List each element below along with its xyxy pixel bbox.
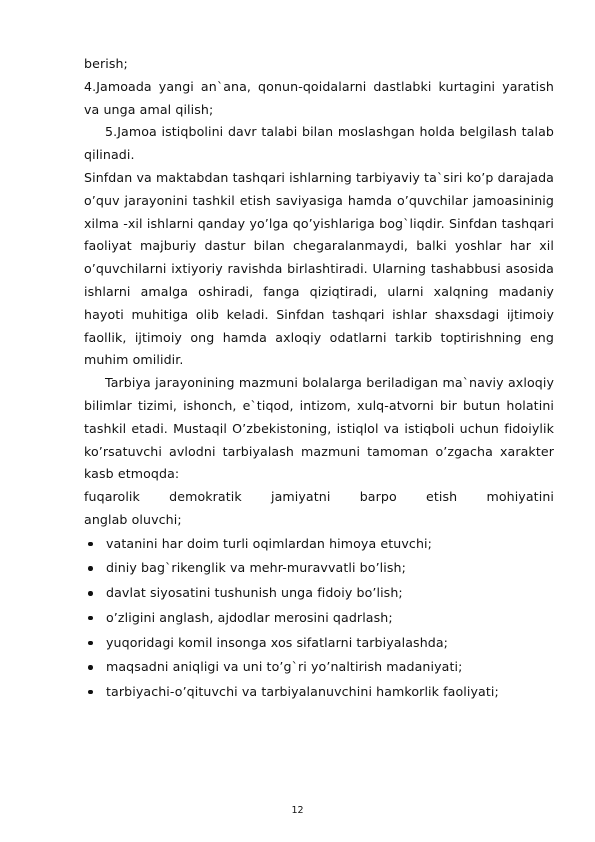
list-item (84, 532, 554, 557)
list-item (84, 680, 554, 705)
paragraph-civil-society: fuqarolik demokratik jamiyatni barpo etish mohiyatini (84, 489, 554, 505)
paragraph-extracurricular: Sinfdan va maktabdan tashqari ishlarning tarbiyaviy ta`siri ko’p darajada o’quv jarayonini tashkil etish saviyasiga hamda o’quvchilar jamoasininig xilma -xil ishlarni qanday yo’lga qo’yishlariga bog`liqdir. Sinfdan tashqari faoliyat majburiy dastur bilan chegaralanmaydi, balki yoshlar har xil o’quvchilarni ixtiyoriy ravishda birlashtiradi. Ularning tashabbusi asosida ishlarni amalga oshiradi, fanga qiziqtiradi, ularni xalqning madaniy hayoti muhitiga olib keladi. Sinfdan tashqari ishlar shaxsdagi ijtimoiy faollik, ijtimoiy ong hamda axloqiy odatlarni tarkib toptirishning eng muhim omilidir. (84, 169, 554, 368)
list-point-4: 4.Jamoada yangi an`ana, qonun-qoidalarni dastlabki kurtagini yaratish va unga amal qilish; (84, 78, 554, 117)
list-item (84, 606, 554, 631)
bullet-icon (88, 566, 93, 571)
list-point-5: 5.Jamoa istiqbolini davr talabi bilan moslashgan holda belgilash talab qilinadi. (84, 124, 554, 163)
page-body (84, 53, 554, 705)
list-item-text: o’zligini anglash, ajdodlar merosini qadrlash; (106, 609, 393, 625)
bullet-icon (88, 591, 93, 596)
list-item-text: maqsadni aniqligi va uni to’g`ri yo’naltirish madaniyati; (106, 659, 463, 675)
list-item-text: vatanini har doim turli oqimlardan himoya etuvchi; (106, 535, 432, 551)
list-item-text: tarbiyachi-o’qituvchi va tarbiyalanuvchini hamkorlik faoliyati; (106, 683, 499, 699)
bullet-icon (88, 690, 93, 695)
bullet-icon (88, 616, 93, 621)
bullet-icon (88, 641, 93, 646)
list-item-text: yuqoridagi komil insonga xos sifatlarni tarbiyalashda; (106, 634, 449, 650)
list-item (84, 556, 554, 581)
bullet-icon (88, 542, 93, 547)
paragraph-education-content: Tarbiya jarayonining mazmuni bolalarga beriladigan ma`naviy axloqiy bilimlar tizimi, ishonch, e`tiqod, intizom, xulq-atvorni bir butun holatini tashkil etadi. Mustaqil O’zbekistoning, istiqlol va istiqboli uchun fidoiylik ko’rsatuvchi avlodni tarbiyalash mazmuni tamoman o’zgacha xarakter kasb etmoqda: (84, 375, 554, 482)
paragraph-continuation: berish; (84, 56, 128, 71)
bullet-icon (88, 665, 93, 670)
page-number: 12 (291, 805, 304, 816)
list-item-text: diniy bag`rikenglik va mehr-muravvatli bo’lish; (106, 560, 406, 576)
list-item (84, 581, 554, 606)
list-item (84, 631, 554, 656)
qualities-bullet-list (84, 532, 554, 705)
list-item-text: davlat siyosatini tushunish unga fidoiy bo’lish; (106, 585, 403, 601)
list-item (84, 655, 554, 680)
paragraph-civil-society-end: anglab oluvchi; (84, 511, 182, 527)
